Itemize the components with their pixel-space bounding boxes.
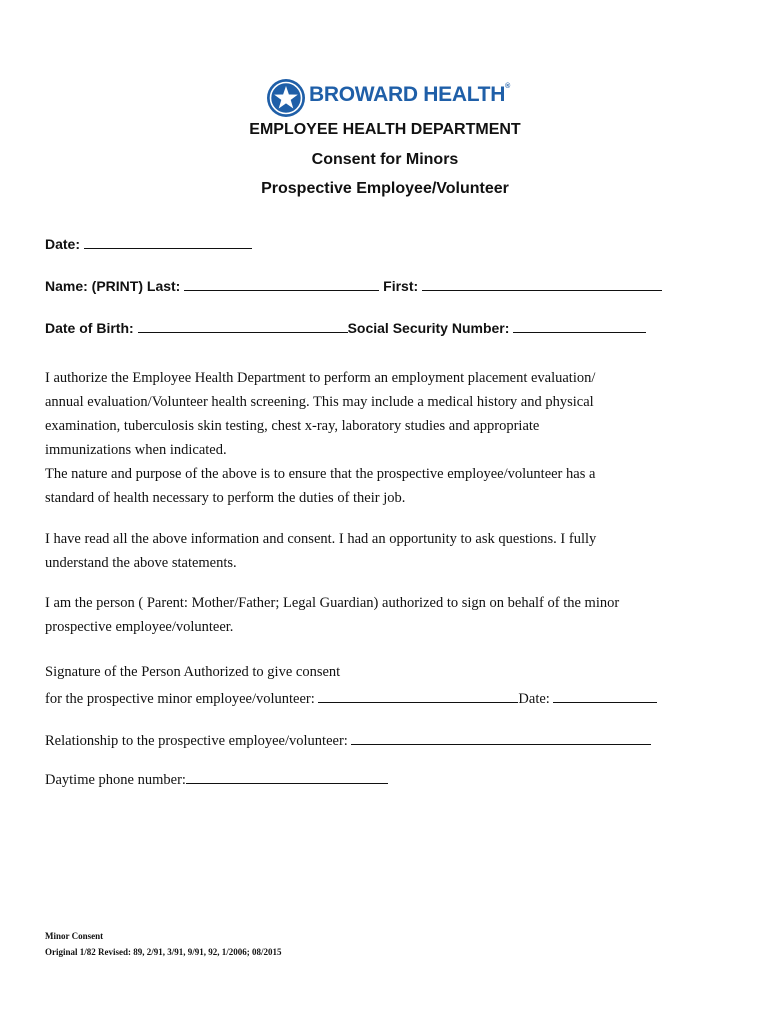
date-label: Date: bbox=[45, 236, 81, 252]
phone-input-line[interactable] bbox=[186, 769, 388, 784]
form-title: Consent for Minors bbox=[311, 151, 459, 168]
paragraph-line: prospective employee/volunteer. bbox=[45, 619, 234, 635]
signature-date-label: Date: bbox=[518, 691, 550, 707]
dob-ssn-field-row bbox=[45, 318, 646, 336]
ssn-input-line[interactable] bbox=[513, 318, 646, 333]
first-name-label: First: bbox=[383, 278, 419, 294]
phone-row bbox=[45, 769, 388, 789]
signature-label: for the prospective minor employee/volunteer: bbox=[45, 691, 315, 707]
purpose-paragraph bbox=[45, 462, 735, 510]
paragraph-line: I am the person ( Parent: Mother/Father; Legal Guardian) authorized to sign on behalf of the minor bbox=[45, 595, 620, 611]
relationship-row bbox=[45, 730, 651, 750]
guardian-authorization-paragraph bbox=[45, 591, 735, 639]
paragraph-line: I authorize the Employee Health Department to perform an employment placement evaluation/ bbox=[45, 370, 596, 386]
paragraph-line: examination, tuberculosis skin testing, chest x-ray, laboratory studies and appropriate bbox=[45, 418, 540, 434]
relationship-label: Relationship to the prospective employee/volunteer: bbox=[45, 733, 348, 749]
department-heading: EMPLOYEE HEALTH DEPARTMENT bbox=[249, 121, 521, 138]
paragraph-line: immunizations when indicated. bbox=[45, 442, 227, 458]
relationship-input-line[interactable] bbox=[351, 730, 651, 745]
paragraph-line: annual evaluation/Volunteer health screening. This may include a medical history and physical bbox=[45, 394, 594, 410]
date-field-row bbox=[45, 234, 252, 252]
last-name-input-line[interactable] bbox=[184, 276, 379, 291]
signature-input-line[interactable] bbox=[318, 688, 518, 703]
signature-row bbox=[45, 688, 657, 708]
paragraph-line: standard of health necessary to perform the duties of their job. bbox=[45, 490, 406, 506]
footer-form-name: Minor Consent bbox=[45, 931, 104, 941]
form-subtitle: Prospective Employee/Volunteer bbox=[261, 180, 509, 197]
authorization-paragraph bbox=[45, 366, 735, 462]
phone-label: Daytime phone number: bbox=[45, 772, 186, 788]
ssn-label: Social Security Number: bbox=[347, 320, 510, 336]
signature-caption: Signature of the Person Authorized to give consent bbox=[45, 664, 341, 680]
dob-label: Date of Birth: bbox=[45, 320, 134, 336]
dob-input-line[interactable] bbox=[138, 318, 348, 333]
logo-wordmark: BROWARD HEALTH® bbox=[309, 83, 510, 106]
last-name-label: Name: (PRINT) Last: bbox=[45, 278, 181, 294]
star-seal-icon bbox=[266, 78, 306, 118]
paragraph-line: The nature and purpose of the above is to ensure that the prospective employee/volunteer has a bbox=[45, 466, 596, 482]
paragraph-line: I have read all the above information and consent. I had an opportunity to ask questions. I fully bbox=[45, 531, 597, 547]
paragraph-line: understand the above statements. bbox=[45, 555, 237, 571]
name-field-row bbox=[45, 276, 662, 294]
footer-revision: Original 1/82 Revised: 89, 2/91, 3/91, 9/91, 92, 1/2006; 08/2015 bbox=[45, 947, 282, 957]
signature-date-input-line[interactable] bbox=[553, 688, 657, 703]
broward-health-logo bbox=[266, 78, 510, 118]
date-input-line[interactable] bbox=[84, 234, 252, 249]
first-name-input-line[interactable] bbox=[422, 276, 662, 291]
acknowledgement-paragraph bbox=[45, 527, 735, 575]
